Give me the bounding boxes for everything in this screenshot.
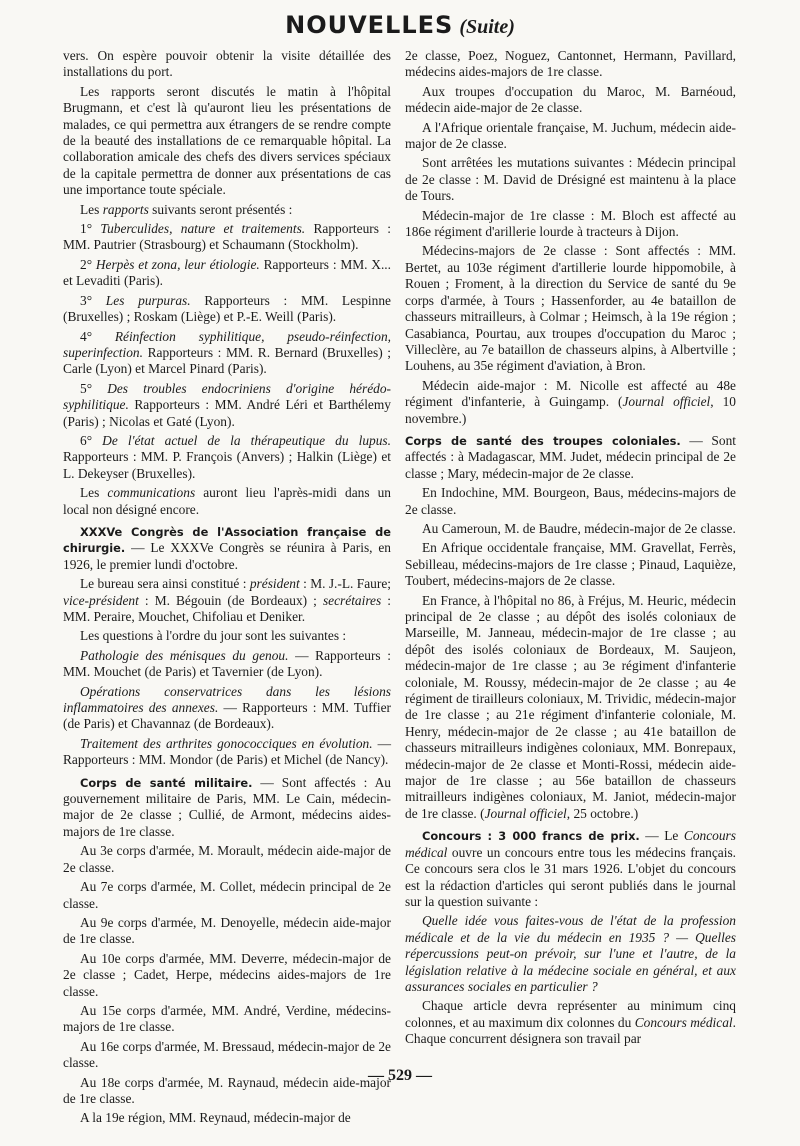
paragraph: Les rapports suivants seront présentés : xyxy=(80,201,293,217)
left-column xyxy=(63,48,391,1130)
section-title-suffix: (Suite) xyxy=(459,16,515,38)
paragraph: Le bureau sera ainsi constitué : président : M. J.-L. Faure; vice-président : M. Bégouin (de Bordeaux) ; secrétaires : MM. Peraire, Mouchet, Chifoliau et Deniker. xyxy=(63,576,391,624)
right-column xyxy=(405,48,736,1051)
news-item: XXXVe Congrès de l'Association française de chirurgie. — Le XXXVe Congrès se réunira à Paris, en 1926, le premier lundi d'octobre. xyxy=(63,524,391,572)
paragraph: Au 18e corps d'armée, M. Raynaud, médecin aide-major de 1re classe. xyxy=(63,1074,391,1106)
page-header xyxy=(0,8,800,45)
section-heading: Concours : 3 000 francs de prix. xyxy=(422,829,640,844)
paragraph: A l'Afrique orientale française, M. Juchum, médecin aide-major de 2e classe. xyxy=(405,119,736,152)
section-heading: Corps de santé militaire. xyxy=(80,775,253,790)
news-item: Concours : 3 000 francs de prix. — Le Concours médical ouvre un concours entre tous les médecins français. Ce concours sera clos le 31 mars 1926. L'objet du concours est la rédaction d'articles qui seront publiés dans le journal sur la question suivante : xyxy=(405,828,736,909)
paragraph: Au 3e corps d'armée, M. Morault, médecin aide-major de 2e classe. xyxy=(63,843,391,875)
report-item: 6° De l'état actuel de la thérapeutique du lupus. Rapporteurs : MM. P. François (Anvers) ; Halkin (Liège) et L. Dekeyser (Bruxelles). xyxy=(63,432,391,481)
news-item: Corps de santé militaire. — Sont affectés : Au gouvernement militaire de Paris, MM. Le Cain, médecin-major de 2e classe ; Cullié, de Armont, médecins aides-majors de 1re classe. xyxy=(63,774,391,839)
paragraph: Au 16e corps d'armée, M. Bressaud, médecin-major de 2e classe. xyxy=(63,1038,391,1071)
news-item: Corps de santé des troupes coloniales. — Sont affectés : à Madagascar, MM. Judet, médecin principal de 2e classe ; Mary, médecin-major de 2e classe. xyxy=(405,432,736,481)
paragraph: Sont arrêtées les mutations suivantes : Médecin principal de 2e classe : M. David de Drésigné est maintenu à la place de Tours. xyxy=(405,155,736,204)
section-heading: Corps de santé des troupes coloniales. xyxy=(405,433,681,448)
paragraph: Au 10e corps d'armée, MM. Deverre, médecin-major de 2e classe ; Cadet, Herpe, médecins aides-majors de 1re classe. xyxy=(63,950,391,999)
page-number: — 529 — xyxy=(368,1067,432,1084)
report-item: 1° Tuberculides, nature et traitements. Rapporteurs : MM. Pautrier (Strasbourg) et Schaumann (Stockholm). xyxy=(63,221,391,253)
paragraph: vers. On espère pouvoir obtenir la visite détaillée des installations du port. xyxy=(63,48,391,80)
paragraph: Médecin-major de 1re classe : M. Bloch est affecté au 186e régiment d'arillerie lourde à tracteurs à Dijon. xyxy=(405,207,736,240)
paragraph: A la 19e région, MM. Reynaud, médecin-major de xyxy=(80,1110,351,1126)
paragraph: Médecin aide-major : M. Nicolle est affecté au 48e régiment d'infanterie, à Guingamp. (Journal officiel, 10 novembre.) xyxy=(405,377,736,426)
paragraph: Au 15e corps d'armée, MM. André, Verdine, médecins-majors de 1re classe. xyxy=(63,1002,391,1035)
question-item: Opérations conservatrices dans les lésions inflammatoires des annexes. — Rapporteurs : MM. Tuffier (de Paris) et Chavannaz (de Bordeaux). xyxy=(63,683,392,732)
paragraph: Aux troupes d'occupation du Maroc, M. Barnéoud, médecin aide-major de 2e classe. xyxy=(405,83,736,116)
paragraph: Au 7e corps d'armée, M. Collet, médecin principal de 2e classe. xyxy=(63,879,391,911)
paragraph: Les questions à l'ordre du jour sont les suivantes : xyxy=(80,628,347,644)
section-heading: XXXVe Congrès de l'Association française de chirurgie. xyxy=(63,524,391,556)
paragraph: Chaque article devra représenter au minimum cinq colonnes, et au maximum dix colonnes du Concours médical. Chaque concurrent désignera son travail par xyxy=(405,998,736,1047)
paragraph: Au Cameroun, M. de Baudre, médecin-major de 2e classe. xyxy=(422,520,736,536)
report-item: 4° Réinfection syphilitique, pseudo-réinfection, superinfection. Rapporteurs : MM. R. Bernard (Bruxelles) ; Carle (Lyon) et Marcel Pinard (Paris). xyxy=(63,328,391,377)
question-item: Pathologie des ménisques du genou. — Rapporteurs : MM. Mouchet (de Paris) et Tavernier (de Lyon). xyxy=(63,647,392,680)
report-item: 3° Les purpuras. Rapporteurs : MM. Lespinne (Bruxelles) ; Roskam (Liège) et P.-E. Weill (Paris). xyxy=(63,292,391,325)
paragraph: Médecins-majors de 2e classe : Sont affectés : MM. Bertet, au 103e régiment d'artillerie lourde hippomobile, à Rouen ; Froment, à la direction du Service de santé du 9e corps d'armée, à Tours ; Hassenforder, au 4e bataillon de chasseurs mitrailleurs, à Colmar ; Heimsch, à la 19e région ; Casabianca, Pourtau, aux troupes d'occupation du Maroc ; Villeclère, au 7e bataillon de chasseurs alpins, à Albertville ; Louhens, au 35e régiment d'aviation, à Bron. xyxy=(405,243,736,374)
paragraph: Les rapports seront discutés le matin à l'hôpital Brugmann, et c'est là qu'auront lieu les présentations de malades, ce qui permettra aux étrangers de se rendre compte de la beauté des installations de ce remarquable hôpital. La collaboration amicale des chefs des divers services spéciaux de la capitale permettra de donner aux présentations de cas une importance toute spéciale. xyxy=(63,83,391,198)
question-quote: Quelle idée vous faites-vous de l'état de la profession médicale et de la vie du médecin en 1935 ? — Quelles répercussions peut-on prévoir, sur l'une et l'autre, de la législation relative à la médecine sociale en général, et aux assurances sociales en particulier ? xyxy=(405,913,736,994)
paragraph: Les communications auront lieu l'après-midi dans un local non désigné encore. xyxy=(63,485,392,517)
paragraph: En France, à l'hôpital no 86, à Fréjus, M. Heuric, médecin principal de 2e classe ; au dépôt des isolés coloniaux de Marseille, M. Janneau, médecin-major de 1re classe ; au dépôt des isolés coloniaux de Bordeaux, M. Saujeon, médecin-major de 1re classe ; au 3e régiment d'infanterie coloniale, M. Roussy, médecin-major de 2e classe ; au 4e régiment de tirailleurs coloniaux, M. Trividic, médecin-major de 1re classe ; au 21e régiment d'infanterie coloniale, M. Henry, médecin-major de 2e classe ; au 41e bataillon de chasseurs mitrailleurs indigènes coloniaux, MM. Bonrepaux, médecin-major de 2e classe et Monti-Rossi, médecin aide-major de 1re classe ; au 56e bataillon de chasseurs mitrailleurs indigènes coloniaux, M. Janiot, médecin-major de 1re classe. (Journal officiel, 25 octobre.) xyxy=(405,592,736,821)
paragraph: Au 9e corps d'armée, M. Denoyelle, médecin aide-major de 1re classe. xyxy=(63,914,391,947)
question-item: Traitement des arthrites gonococciques en évolution. — Rapporteurs : MM. Mondor (de Paris) et Michel (de Nancy). xyxy=(63,735,391,768)
report-item: 2° Herpès et zona, leur étiologie. Rapporteurs : MM. X... et Levaditi (Paris). xyxy=(63,256,391,289)
paragraph: 2e classe, Poez, Noguez, Cantonnet, Hermann, Pavillard, médecins aides-majors de 1re classe. xyxy=(405,48,736,80)
report-item: 5° Des troubles endocriniens d'origine hérédo-syphilitique. Rapporteurs : MM. André Léri et Barthélemy (Paris) ; Nicolas et Gaté (Lyon). xyxy=(63,380,391,429)
paragraph: En Afrique occidentale française, MM. Gravellat, Ferrès, Sebilleau, médecins-majors de 1re classe ; Pinaud, Laquièze, Toubert, médecins-majors de 2e classe. xyxy=(405,540,736,589)
section-title: NOUVELLES xyxy=(285,11,454,39)
paragraph: En Indochine, MM. Bourgeon, Baus, médecins-majors de 2e classe. xyxy=(405,485,736,517)
